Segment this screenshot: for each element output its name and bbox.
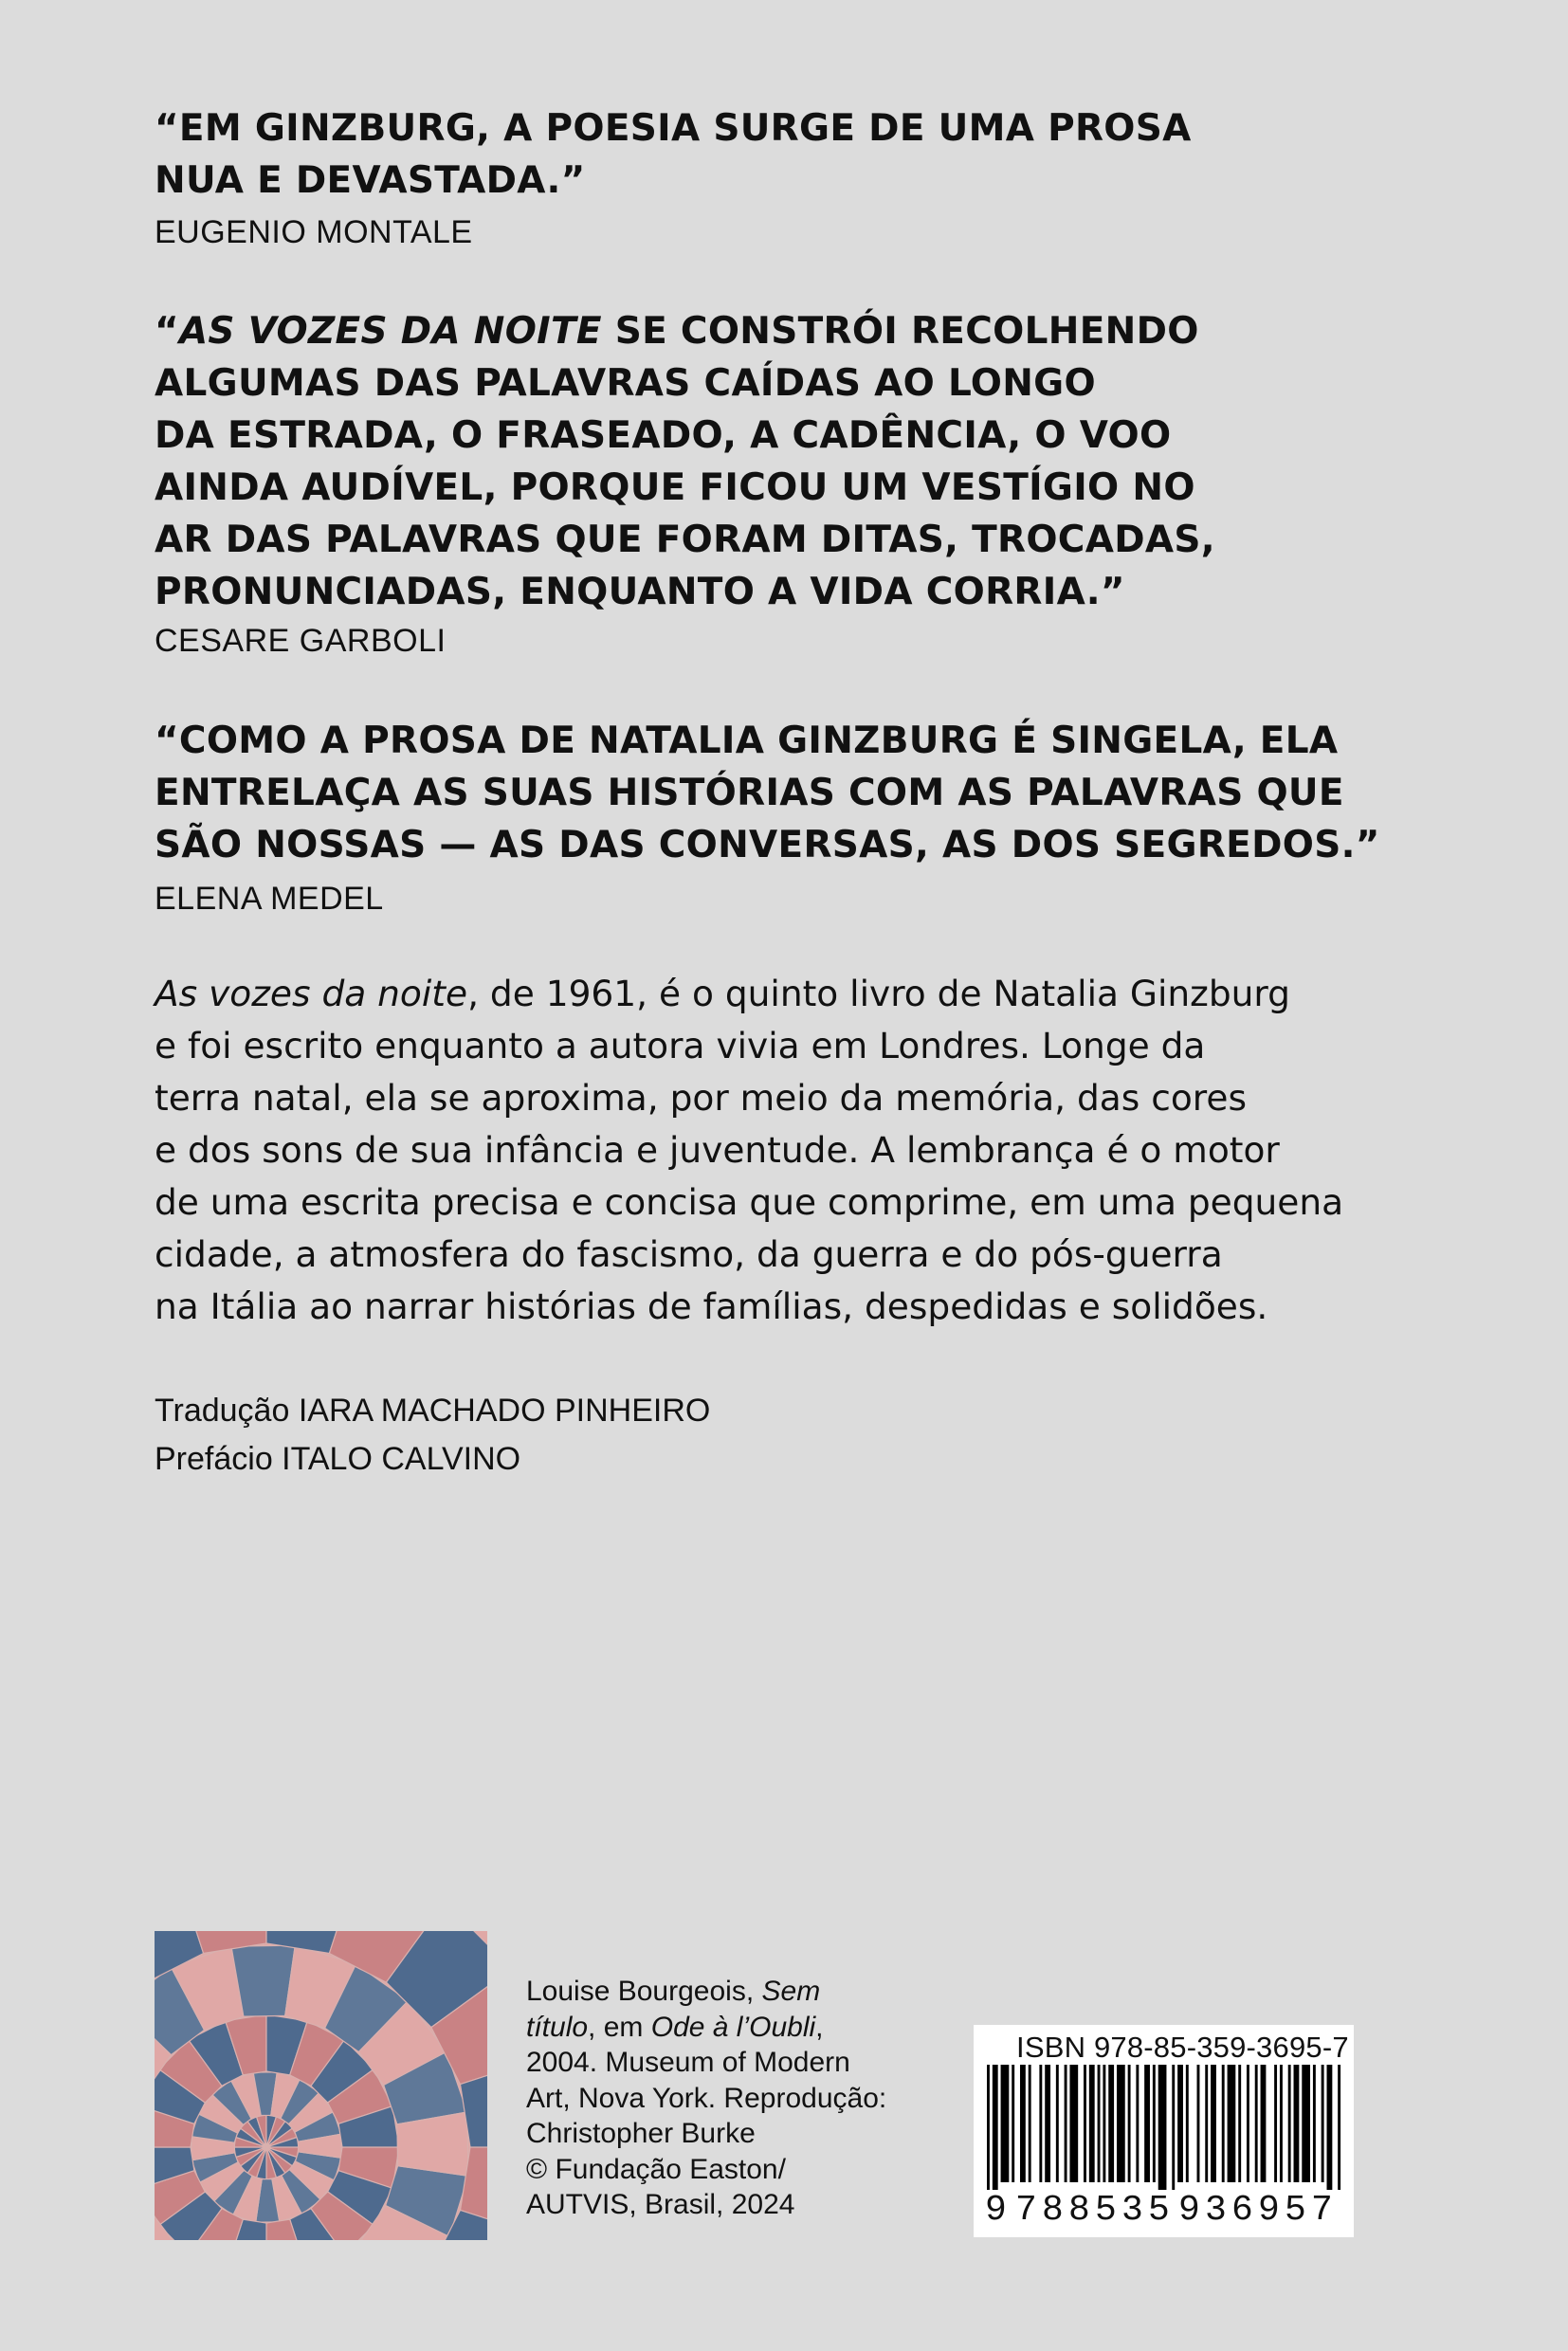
quote-line: SÃO NOSSAS — AS DAS CONVERSAS, AS DOS SEGREDOS.” bbox=[155, 824, 1380, 866]
barcode-bar bbox=[1255, 2065, 1258, 2182]
quote-line bbox=[155, 305, 1215, 357]
barcode-bar bbox=[1186, 2065, 1189, 2182]
barcode-digit: 3 bbox=[1121, 2190, 1143, 2231]
synopsis-line: na Itália ao narrar histórias de famílias, despedidas e solidões. bbox=[155, 1285, 1268, 1327]
barcode-bar bbox=[1247, 2065, 1249, 2182]
barcode-bar bbox=[1302, 2065, 1310, 2182]
barcode-bar bbox=[1098, 2065, 1101, 2182]
quote-author-garboli: CESARE GARBOLI bbox=[155, 623, 447, 659]
quote-line: DA ESTRADA, O FRASEADO, A CADÊNCIA, O VOO bbox=[155, 414, 1172, 457]
barcode-bar bbox=[1322, 2065, 1324, 2182]
caption-italic: Sem bbox=[761, 1976, 821, 2007]
isbn-label: ISBN 978-85-359-3695-7 bbox=[1016, 2031, 1349, 2064]
barcode-bar bbox=[1274, 2065, 1277, 2182]
barcode-bar bbox=[1288, 2065, 1291, 2182]
barcode-bar bbox=[1065, 2065, 1067, 2182]
synopsis-line: e foi escrito enquanto a autora vivia em Londres. Longe da bbox=[155, 1025, 1206, 1066]
caption-text: , bbox=[815, 2011, 824, 2043]
barcode-digit: 5 bbox=[1148, 2190, 1170, 2231]
barcode-bar bbox=[1029, 2065, 1031, 2182]
barcode-bar bbox=[1039, 2065, 1042, 2182]
artwork-caption bbox=[526, 1974, 886, 2223]
quote-line: ALGUMAS DAS PALAVRAS CAÍDAS AO LONGO bbox=[155, 362, 1096, 405]
barcode-bar bbox=[993, 2065, 998, 2190]
barcode-digit: 8 bbox=[1068, 2190, 1090, 2231]
barcode-bar bbox=[1128, 2065, 1131, 2182]
barcode-bar bbox=[1056, 2065, 1059, 2182]
synopsis-line-rest: , de 1961, é o quinto livro de Natalia Ginzburg bbox=[467, 973, 1290, 1014]
barcode-bar bbox=[1158, 2065, 1167, 2190]
barcode-bar bbox=[1313, 2065, 1316, 2182]
barcode-bar bbox=[1177, 2065, 1183, 2182]
quote-author-medel: ELENA MEDEL bbox=[155, 881, 384, 917]
quote-line: NUA E DEVASTADA.” bbox=[155, 159, 586, 202]
caption-line: 2004. Museum of Modern bbox=[526, 2047, 850, 2078]
synopsis-line: e dos sons de sua infância e juventude. A lembrança é o motor bbox=[155, 1129, 1280, 1171]
quote-line-rest: SE CONSTRÓI RECOLHENDO bbox=[601, 310, 1199, 353]
quote-montale bbox=[155, 102, 1192, 207]
quote-medel bbox=[155, 715, 1380, 871]
synopsis bbox=[155, 968, 1343, 1333]
caption-line bbox=[526, 1974, 886, 2010]
barcode-bar bbox=[1222, 2065, 1225, 2182]
synopsis-line: terra natal, ela se aproxima, por meio da memória, das cores bbox=[155, 1077, 1247, 1119]
barcode-bar bbox=[1205, 2065, 1208, 2182]
caption-line: AUTVIS, Brasil, 2024 bbox=[526, 2189, 795, 2220]
barcode-bar bbox=[1108, 2065, 1114, 2182]
caption-text: , em bbox=[588, 2011, 651, 2043]
caption-line: Christopher Burke bbox=[526, 2118, 756, 2149]
barcode-digit: 5 bbox=[1285, 2190, 1306, 2231]
barcode-digit: 9 bbox=[1178, 2190, 1200, 2231]
barcode-bar bbox=[1280, 2065, 1283, 2182]
barcode-bar bbox=[1103, 2065, 1105, 2182]
book-title-italic: As vozes da noite bbox=[155, 973, 468, 1014]
barcode-bar bbox=[1211, 2065, 1216, 2182]
barcode-bar bbox=[1136, 2065, 1139, 2182]
barcode-bar bbox=[1012, 2065, 1014, 2182]
synopsis-line bbox=[155, 968, 1343, 1020]
quote-garboli bbox=[155, 305, 1215, 618]
barcode-digit: 9 bbox=[1258, 2190, 1280, 2231]
barcode-digit: 6 bbox=[1231, 2190, 1253, 2231]
quote-line: AR DAS PALAVRAS QUE FORAM DITAS, TROCADAS, bbox=[155, 519, 1215, 561]
translation-credit: Tradução IARA MACHADO PINHEIRO bbox=[155, 1393, 711, 1429]
barcode-bar bbox=[1020, 2065, 1026, 2182]
book-title-italic: AS VOZES DA NOITE bbox=[178, 310, 602, 353]
isbn-barcode bbox=[974, 2025, 1354, 2237]
barcode-digit: 3 bbox=[1205, 2190, 1227, 2231]
caption-line: Art, Nova York. Reprodução: bbox=[526, 2082, 887, 2114]
barcode-bar bbox=[1001, 2065, 1010, 2182]
quote-open-mark: “ bbox=[155, 310, 179, 353]
barcode-bar bbox=[1197, 2065, 1200, 2182]
barcode-bar bbox=[1117, 2065, 1125, 2182]
barcode-bar bbox=[987, 2065, 990, 2190]
barcode-bar bbox=[1089, 2065, 1095, 2182]
barcode-digit: 7 bbox=[1015, 2190, 1037, 2231]
barcode-bar bbox=[1172, 2065, 1175, 2190]
quote-line: PRONUNCIADAS, ENQUANTO A VIDA CORRIA.” bbox=[155, 571, 1125, 613]
barcode-bar bbox=[1045, 2065, 1050, 2182]
quote-line: “EM GINZBURG, A POESIA SURGE DE UMA PROSA bbox=[155, 107, 1192, 150]
preface-credit: Prefácio ITALO CALVINO bbox=[155, 1441, 521, 1477]
barcode-bar bbox=[1069, 2065, 1078, 2182]
quote-line: ENTRELAÇA AS SUAS HISTÓRIAS COM AS PALAVRAS QUE bbox=[155, 772, 1344, 814]
quote-line: AINDA AUDÍVEL, PORQUE FICOU UM VESTÍGIO NO bbox=[155, 466, 1195, 509]
barcode-bar bbox=[1144, 2065, 1150, 2182]
quote-line: “COMO A PROSA DE NATALIA GINZBURG É SINGELA, ELA bbox=[155, 720, 1339, 762]
caption-italic: Ode à l’Oubli bbox=[650, 2011, 816, 2043]
barcode-bar bbox=[1153, 2065, 1156, 2182]
barcode-bar bbox=[1228, 2065, 1236, 2182]
barcode-bar bbox=[1238, 2065, 1241, 2182]
barcode-bar bbox=[1084, 2065, 1086, 2182]
barcode-bar bbox=[1338, 2065, 1340, 2190]
barcode-bar bbox=[1261, 2065, 1267, 2182]
caption-text: Louise Bourgeois, bbox=[526, 1976, 762, 2007]
barcode-bars-icon bbox=[985, 2065, 1345, 2190]
caption-italic: título bbox=[526, 2011, 589, 2043]
barcode-digit: 7 bbox=[1311, 2190, 1333, 2231]
synopsis-line: de uma escrita precisa e concisa que comprime, em uma pequena bbox=[155, 1181, 1344, 1223]
barcode-digit: 5 bbox=[1095, 2190, 1117, 2231]
synopsis-line: cidade, a atmosfera do fascismo, da guerra e do pós-guerra bbox=[155, 1233, 1223, 1275]
barcode-bar bbox=[1294, 2065, 1300, 2182]
barcode-bar bbox=[1327, 2065, 1333, 2190]
caption-line bbox=[526, 2010, 886, 2046]
barcode-digit: 9 bbox=[985, 2190, 1007, 2231]
quote-author-montale: EUGENIO MONTALE bbox=[155, 214, 473, 250]
cover-artwork bbox=[155, 1931, 487, 2240]
caption-line: © Fundação Easton/ bbox=[526, 2153, 786, 2185]
barcode-digit: 8 bbox=[1042, 2190, 1064, 2231]
